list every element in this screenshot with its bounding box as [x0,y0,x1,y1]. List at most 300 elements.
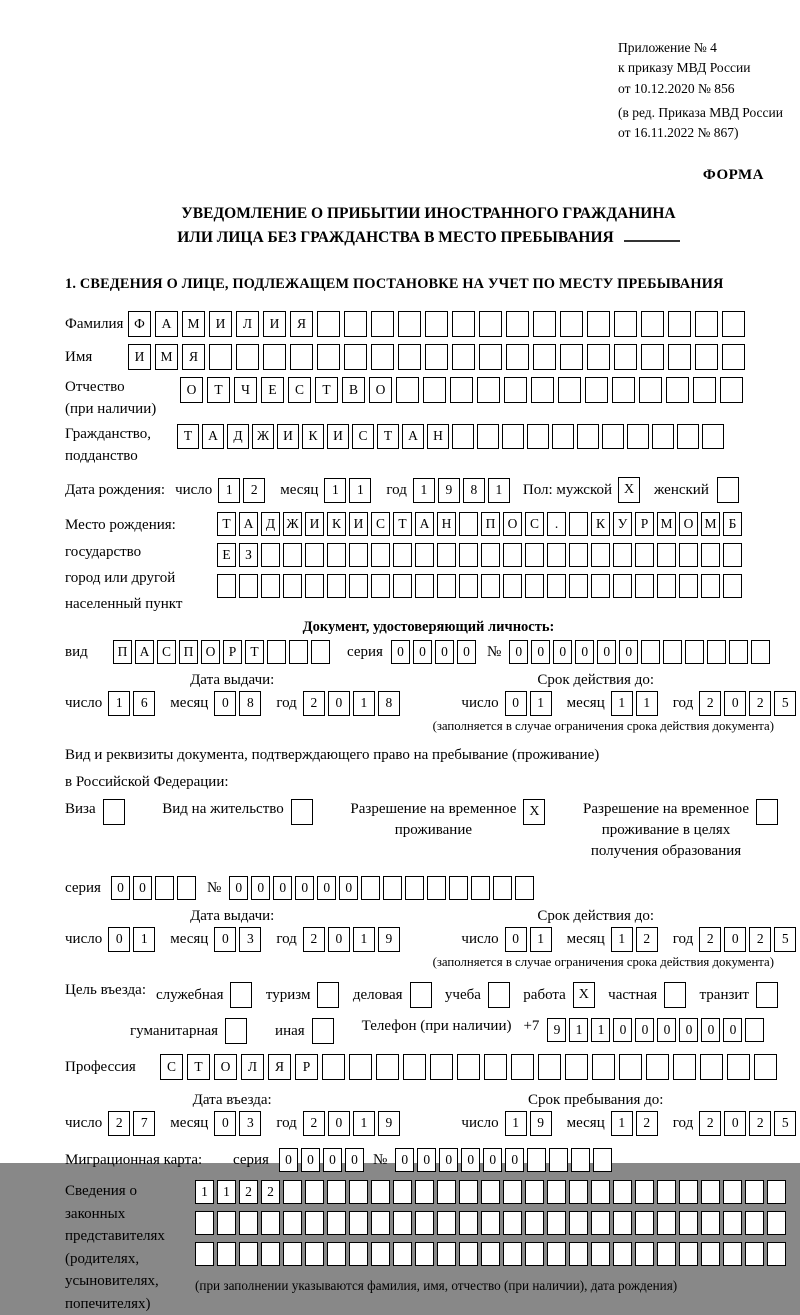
char-box[interactable] [236,344,259,370]
char-box[interactable] [449,876,468,900]
char-box[interactable] [685,640,704,664]
char-box[interactable]: Р [295,1054,318,1080]
char-box[interactable]: Н [427,424,449,449]
char-box[interactable] [437,1211,456,1235]
char-box[interactable]: О [214,1054,237,1080]
char-box[interactable]: Е [261,377,284,403]
char-box[interactable]: Я [182,344,205,370]
char-box[interactable] [549,1148,568,1172]
char-box[interactable] [261,1242,280,1266]
char-box[interactable]: О [503,512,522,536]
char-box[interactable] [290,344,313,370]
char-box[interactable] [415,1242,434,1266]
date-year-box[interactable]: 9 [438,478,460,503]
char-box[interactable] [723,543,742,567]
char-box[interactable]: Б [723,512,742,536]
checkbox-visa[interactable] [103,799,125,825]
char-box[interactable]: 0 [417,1148,436,1172]
char-box[interactable]: 1 [195,1180,214,1204]
char-box[interactable]: 0 [509,640,528,664]
char-box[interactable] [569,1211,588,1235]
date-year-box[interactable]: 2 [303,927,325,952]
char-box[interactable]: И [305,512,324,536]
char-box[interactable] [415,543,434,567]
char-box[interactable] [565,1054,588,1080]
char-box[interactable]: А [155,311,178,337]
char-box[interactable] [217,1211,236,1235]
char-box[interactable] [305,1180,324,1204]
char-box[interactable] [707,640,726,664]
char-box[interactable] [587,344,610,370]
char-box[interactable] [569,574,588,598]
char-box[interactable] [217,574,236,598]
date-day-box[interactable]: 9 [530,1111,552,1136]
char-box[interactable]: 0 [295,876,314,900]
char-box[interactable] [612,377,635,403]
char-box[interactable] [322,1054,345,1080]
char-box[interactable] [427,876,446,900]
char-box[interactable] [423,377,446,403]
date-month-box[interactable]: 0 [214,927,236,952]
char-box[interactable] [751,640,770,664]
date-day-box[interactable]: 1 [133,927,155,952]
char-box[interactable] [217,1242,236,1266]
char-box[interactable] [327,1180,346,1204]
date-month-box[interactable]: 8 [239,691,261,716]
char-box[interactable]: Р [223,640,242,664]
date-month-box[interactable]: 1 [349,478,371,503]
char-box[interactable]: Е [217,543,236,567]
char-box[interactable]: А [135,640,154,664]
char-box[interactable] [502,424,524,449]
char-box[interactable] [701,574,720,598]
char-box[interactable] [593,1148,612,1172]
char-box[interactable] [327,543,346,567]
date-day-box[interactable]: 1 [108,691,130,716]
char-box[interactable] [393,1242,412,1266]
date-day-box[interactable]: 1 [218,478,240,503]
char-box[interactable] [585,377,608,403]
char-box[interactable] [701,1180,720,1204]
char-box[interactable] [591,543,610,567]
char-box[interactable] [569,512,588,536]
char-box[interactable]: И [263,311,286,337]
char-box[interactable] [723,1180,742,1204]
date-year-box[interactable]: 0 [328,691,350,716]
char-box[interactable]: Т [187,1054,210,1080]
char-box[interactable]: 1 [217,1180,236,1204]
char-box[interactable]: 0 [531,640,550,664]
char-box[interactable] [396,377,419,403]
char-box[interactable] [471,876,490,900]
char-box[interactable] [503,574,522,598]
char-box[interactable]: С [288,377,311,403]
char-box[interactable]: М [701,512,720,536]
char-box[interactable] [547,574,566,598]
char-box[interactable] [344,344,367,370]
char-box[interactable] [657,1211,676,1235]
char-box[interactable] [371,344,394,370]
char-box[interactable] [305,574,324,598]
char-box[interactable]: Я [268,1054,291,1080]
char-box[interactable] [305,1211,324,1235]
date-day-box[interactable]: 6 [133,691,155,716]
char-box[interactable] [481,574,500,598]
char-box[interactable]: Ч [234,377,257,403]
char-box[interactable] [283,1180,302,1204]
char-box[interactable] [679,1180,698,1204]
char-box[interactable] [679,543,698,567]
char-box[interactable] [437,574,456,598]
char-box[interactable] [283,574,302,598]
char-box[interactable] [317,311,340,337]
char-box[interactable]: А [239,512,258,536]
char-box[interactable]: Т [207,377,230,403]
char-box[interactable] [437,1180,456,1204]
char-box[interactable]: С [160,1054,183,1080]
char-box[interactable] [425,344,448,370]
char-box[interactable] [503,1242,522,1266]
char-box[interactable] [459,543,478,567]
char-box[interactable]: 0 [317,876,336,900]
date-year-box[interactable]: 0 [328,927,350,952]
char-box[interactable]: 0 [273,876,292,900]
char-box[interactable]: Т [245,640,264,664]
date-month-box[interactable]: 2 [636,927,658,952]
char-box[interactable] [481,1180,500,1204]
char-box[interactable]: 0 [461,1148,480,1172]
char-box[interactable] [767,1242,786,1266]
checkbox-business[interactable] [410,982,432,1008]
char-box[interactable] [591,574,610,598]
char-box[interactable] [639,377,662,403]
char-box[interactable] [701,543,720,567]
char-box[interactable] [657,574,676,598]
char-box[interactable]: Л [236,311,259,337]
date-year-box[interactable]: 2 [303,691,325,716]
checkbox-study[interactable] [488,982,510,1008]
char-box[interactable] [547,1180,566,1204]
char-box[interactable]: Ж [283,512,302,536]
char-box[interactable] [635,543,654,567]
char-box[interactable] [646,1054,669,1080]
char-box[interactable] [503,1211,522,1235]
char-box[interactable] [393,574,412,598]
date-year-box[interactable]: 8 [463,478,485,503]
char-box[interactable] [481,1211,500,1235]
date-year-box[interactable]: 0 [724,927,746,952]
date-day-box[interactable]: 0 [505,927,527,952]
char-box[interactable] [371,311,394,337]
char-box[interactable]: 0 [457,640,476,664]
char-box[interactable] [641,311,664,337]
date-month-box[interactable]: 1 [611,1111,633,1136]
char-box[interactable]: 0 [339,876,358,900]
char-box[interactable] [613,1211,632,1235]
char-box[interactable] [619,1054,642,1080]
char-box[interactable] [745,1211,764,1235]
char-box[interactable]: 0 [111,876,130,900]
char-box[interactable] [657,1180,676,1204]
date-year-box[interactable]: 2 [749,1111,771,1136]
char-box[interactable]: 0 [553,640,572,664]
char-box[interactable]: Д [261,512,280,536]
char-box[interactable] [723,1242,742,1266]
char-box[interactable]: 0 [679,1018,698,1042]
checkbox-residence-permit[interactable] [291,799,313,825]
char-box[interactable]: 0 [133,876,152,900]
char-box[interactable] [479,311,502,337]
char-box[interactable] [700,1054,723,1080]
char-box[interactable] [668,311,691,337]
date-year-box[interactable]: 1 [413,478,435,503]
char-box[interactable] [525,543,544,567]
char-box[interactable] [209,344,232,370]
char-box[interactable] [504,377,527,403]
char-box[interactable] [525,574,544,598]
char-box[interactable] [327,574,346,598]
char-box[interactable]: Т [177,424,199,449]
char-box[interactable]: И [277,424,299,449]
char-box[interactable]: 0 [413,640,432,664]
char-box[interactable] [349,1180,368,1204]
char-box[interactable] [613,1242,632,1266]
char-box[interactable] [679,1211,698,1235]
char-box[interactable] [261,1211,280,1235]
char-box[interactable] [767,1211,786,1235]
char-box[interactable]: С [157,640,176,664]
char-box[interactable]: А [402,424,424,449]
char-box[interactable] [349,574,368,598]
char-box[interactable] [663,640,682,664]
date-day-box[interactable]: 0 [108,927,130,952]
date-day-box[interactable]: 0 [505,691,527,716]
char-box[interactable]: З [239,543,258,567]
char-box[interactable]: Д [227,424,249,449]
char-box[interactable] [371,1180,390,1204]
char-box[interactable] [425,311,448,337]
char-box[interactable]: 2 [239,1180,258,1204]
char-box[interactable]: 0 [701,1018,720,1042]
checkbox-private[interactable] [664,982,686,1008]
date-year-box[interactable]: 1 [353,691,375,716]
char-box[interactable] [239,574,258,598]
char-box[interactable] [547,1211,566,1235]
char-box[interactable] [745,1018,764,1042]
date-year-box[interactable]: 5 [774,927,796,952]
char-box[interactable] [327,1242,346,1266]
char-box[interactable] [503,1180,522,1204]
checkbox-temp-residence-education[interactable] [756,799,778,825]
char-box[interactable] [349,1242,368,1266]
char-box[interactable]: П [481,512,500,536]
char-box[interactable] [591,1180,610,1204]
char-box[interactable] [552,424,574,449]
char-box[interactable] [745,1180,764,1204]
char-box[interactable] [452,424,474,449]
char-box[interactable]: 0 [619,640,638,664]
char-box[interactable] [767,1180,786,1204]
char-box[interactable] [511,1054,534,1080]
char-box[interactable]: 0 [345,1148,364,1172]
char-box[interactable] [450,377,473,403]
char-box[interactable]: 0 [395,1148,414,1172]
char-box[interactable]: С [525,512,544,536]
char-box[interactable] [591,1211,610,1235]
char-box[interactable]: Ж [252,424,274,449]
char-box[interactable] [344,311,367,337]
char-box[interactable]: И [327,424,349,449]
char-box[interactable]: 0 [483,1148,502,1172]
char-box[interactable] [371,1211,390,1235]
char-box[interactable]: 0 [613,1018,632,1042]
char-box[interactable] [673,1054,696,1080]
char-box[interactable]: К [591,512,610,536]
char-box[interactable] [376,1054,399,1080]
date-month-box[interactable]: 2 [636,1111,658,1136]
char-box[interactable]: 0 [505,1148,524,1172]
char-box[interactable] [592,1054,615,1080]
char-box[interactable] [720,377,743,403]
char-box[interactable] [415,1180,434,1204]
char-box[interactable] [527,1148,546,1172]
char-box[interactable] [614,311,637,337]
char-box[interactable] [701,1242,720,1266]
char-box[interactable] [481,543,500,567]
char-box[interactable]: И [209,311,232,337]
date-month-box[interactable]: 1 [324,478,346,503]
char-box[interactable] [477,424,499,449]
char-box[interactable]: П [179,640,198,664]
char-box[interactable]: 9 [547,1018,566,1042]
char-box[interactable]: К [302,424,324,449]
char-box[interactable] [195,1242,214,1266]
date-year-box[interactable]: 2 [303,1111,325,1136]
char-box[interactable] [195,1211,214,1235]
char-box[interactable] [722,344,745,370]
char-box[interactable] [415,574,434,598]
char-box[interactable]: 0 [279,1148,298,1172]
char-box[interactable]: М [657,512,676,536]
char-box[interactable] [571,1148,590,1172]
char-box[interactable]: 1 [591,1018,610,1042]
char-box[interactable] [459,1180,478,1204]
char-box[interactable]: 0 [635,1018,654,1042]
char-box[interactable]: А [202,424,224,449]
date-day-box[interactable]: 1 [530,691,552,716]
char-box[interactable]: 0 [435,640,454,664]
char-box[interactable] [723,1211,742,1235]
char-box[interactable] [560,344,583,370]
char-box[interactable] [679,574,698,598]
char-box[interactable]: М [182,311,205,337]
char-box[interactable] [503,543,522,567]
char-box[interactable] [506,311,529,337]
char-box[interactable] [695,344,718,370]
char-box[interactable] [477,377,500,403]
char-box[interactable] [311,640,330,664]
char-box[interactable]: . [547,512,566,536]
date-month-box[interactable]: 0 [214,1111,236,1136]
char-box[interactable] [577,424,599,449]
char-box[interactable] [702,424,724,449]
char-box[interactable] [317,344,340,370]
char-box[interactable] [614,344,637,370]
date-year-box[interactable]: 0 [724,1111,746,1136]
char-box[interactable] [305,1242,324,1266]
date-year-box[interactable]: 2 [699,927,721,952]
char-box[interactable] [533,311,556,337]
char-box[interactable] [635,574,654,598]
char-box[interactable] [560,311,583,337]
date-year-box[interactable]: 2 [749,927,771,952]
char-box[interactable] [668,344,691,370]
date-month-box[interactable]: 1 [611,927,633,952]
checkbox-other[interactable] [312,1018,334,1044]
date-year-box[interactable]: 1 [353,927,375,952]
char-box[interactable] [261,543,280,567]
date-month-box[interactable]: 3 [239,1111,261,1136]
char-box[interactable] [459,574,478,598]
char-box[interactable] [459,1242,478,1266]
date-day-box[interactable]: 1 [530,927,552,952]
char-box[interactable] [283,1211,302,1235]
char-box[interactable]: П [113,640,132,664]
char-box[interactable]: 0 [323,1148,342,1172]
char-box[interactable] [349,1211,368,1235]
char-box[interactable] [437,1242,456,1266]
char-box[interactable] [652,424,674,449]
char-box[interactable] [437,543,456,567]
char-box[interactable]: 0 [657,1018,676,1042]
char-box[interactable] [723,574,742,598]
char-box[interactable] [239,1242,258,1266]
char-box[interactable] [527,424,549,449]
char-box[interactable]: И [128,344,151,370]
char-box[interactable]: В [342,377,365,403]
char-box[interactable] [283,543,302,567]
char-box[interactable]: У [613,512,632,536]
date-year-box[interactable]: 9 [378,1111,400,1136]
date-day-box[interactable]: 2 [108,1111,130,1136]
char-box[interactable]: О [180,377,203,403]
char-box[interactable] [361,876,380,900]
char-box[interactable]: Т [377,424,399,449]
char-box[interactable]: О [369,377,392,403]
char-box[interactable] [493,876,512,900]
date-month-box[interactable]: 3 [239,927,261,952]
char-box[interactable] [283,1242,302,1266]
char-box[interactable]: 0 [575,640,594,664]
char-box[interactable]: Р [635,512,654,536]
char-box[interactable]: С [352,424,374,449]
char-box[interactable] [666,377,689,403]
char-box[interactable] [506,344,529,370]
char-box[interactable] [525,1211,544,1235]
char-box[interactable] [515,876,534,900]
date-year-box[interactable]: 9 [378,927,400,952]
char-box[interactable] [383,876,402,900]
char-box[interactable]: 0 [391,640,410,664]
char-box[interactable] [547,543,566,567]
char-box[interactable] [261,574,280,598]
char-box[interactable]: 0 [597,640,616,664]
char-box[interactable]: А [415,512,434,536]
char-box[interactable] [657,543,676,567]
char-box[interactable] [371,574,390,598]
char-box[interactable]: И [349,512,368,536]
checkbox-tourism[interactable] [317,982,339,1008]
